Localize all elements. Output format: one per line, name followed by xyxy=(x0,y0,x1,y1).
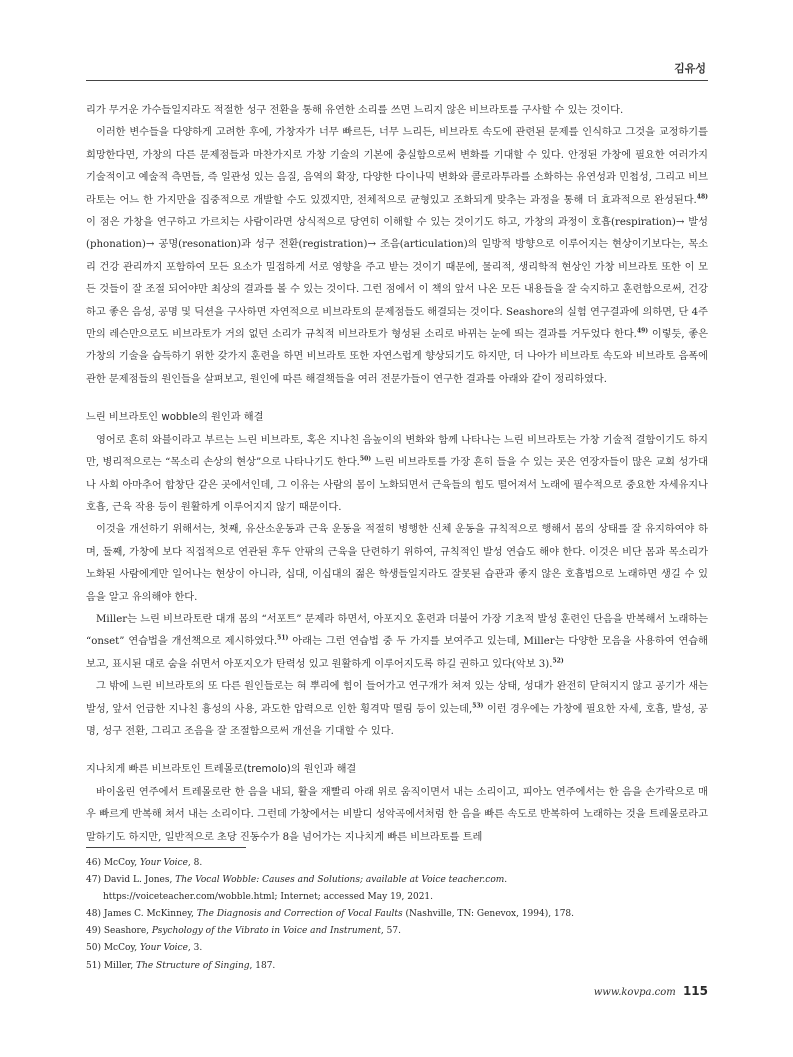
paragraph-text: 아래는 그런 연습법 중 두 가지를 보여주고 있는데, Miller는 다양한 모음을 사용하여 연습해 보고, 표시된 대로 숨을 쉬면서 아포지오가 탄력성 있고 원활하게 이루어지도록 하길 권하고 있다(악보 3). xyxy=(86,636,708,670)
running-header-author: 김유성 xyxy=(674,62,706,75)
paragraph-text: 이렇듯, 좋은 가창의 기술을 습득하기 위한 갖가지 훈련을 하면 비브라토 또한 자연스럽게 향상되기도 하지만, 더 나아가 비브라토 속도와 비브라토 음폭에 관한 문제점들의 원인들을 살펴보고, 원인에 따른 해결책들을 여러 전문가들이 연구한 결과를 아래와 같이 정리하였다. xyxy=(86,329,709,385)
paragraph-text: Miller는 느린 비브라토란 대개 몸의 “서포트” 문제라 하면서, 아포지오 훈련과 더불어 가장 기초적 발성 훈련인 단음을 반복해서 노래하는 “onset” 연습법을 개선책으로 제시하였다. xyxy=(86,613,708,648)
paragraph-text: 느린 비브라토를 가장 흔히 들을 수 있는 곳은 연장자들이 많은 교회 성가대나 사회 아마추어 합창단 같은 곳에서인데, 그 이유는 사람의 몸이 노화되면서 근육들의 힘도 떨어져서 노래에 필수적으로 중요한 자세유지나 호흡, 근육 작용 등이 원활하게 이루어지지 않기 때문이다. xyxy=(86,457,708,513)
paragraph-text: 영어로 흔히 와블이라고 부르는 느린 비브라토, 혹은 지나친 음높이의 변화와 함께 나타나는 느린 비브라토는 가창 기술적 결함이기도 하지만, 병리적으로는 “목소리 손상의 현상”으로 나타나기도 한다. xyxy=(86,434,708,469)
footnote-ref[interactable]: 48) xyxy=(696,193,708,201)
footer-url[interactable]: www.kovpa.com xyxy=(593,987,676,998)
paragraph-text: 이 점은 가창을 연구하고 가르치는 사람이라면 상식적으로 당연히 이해할 수 있는 것이기도 하고, 가창의 과정이 호흡(respiration)→ 발성(phonation)→ 공명(resonation)과 성구 전환(registration)→ 조음(articulation)의 일방적 방향으로 이루어지는 현상이기보다는, 목소리 건강 관리까지 포함하여 모든 요소가 밀접하게 서로 영향을 주고 받는 것이기 때문에, 물리적, 생리학적 현상인 가창 비브라토 또한 이 모든 것들이 잘 조절 되어야만 최상의 결과를 볼 수 있는 것이다. 그런 점에서 이 책의 앞서 나온 모든 내용들을 잘 숙지하고 훈련함으로써, 건강하고 좋은 음성, 공명 및 딕션을 구사하면 자연적으로 비브라토의 문제점들도 해결되는 것이다. Seashore의 실험 연구결과에 의하면, 단 4주만의 레슨만으로도 비브라토가 거의 없던 소리가 규칙적 비브라토가 형성된 소리로 바뀌는 눈에 띄는 결과를 거두었다 한다. xyxy=(86,217,708,341)
footnote: 51) Miller, The Structure of Singing, 187. xyxy=(86,960,276,971)
section-heading: 지나치게 빠른 비브라토인 트레몰로(tremolo)의 원인과 해결 xyxy=(86,764,357,776)
paragraph-text: 이것을 개선하기 위해서는, 첫째, 유산소운동과 근육 운동을 적절히 병행한 신체 운동을 규칙적으로 행해서 몸의 상태를 잘 유지하여야 하며, 둘째, 가창에 보다 직접적으로 연관된 후두 안팎의 근육을 단련하기 위하여, 규칙적인 발성 연습도 해야 한다. 이것은 비단 몸과 목소리가 노화된 사람에게만 일어나는 현상이 아니라, 십대, 이십대의 젊은 학생들일지라도 잘못된 습관과 좋지 않은 호흡법으로 노래하면 생길 수 있음을 알고 유의해야 한다. xyxy=(86,524,709,603)
footnote: 50) McCoy, Your Voice, 3. xyxy=(86,943,203,954)
footnote: 48) James C. McKinney, The Diagnosis and Correction of Vocal Faults (Nashville, TN: Genevox, 1994), 178. xyxy=(86,909,575,920)
header-rule xyxy=(86,80,708,81)
footnote-ref[interactable]: 49) xyxy=(636,327,649,335)
footnote: 49) Seashore, Psychology of the Vibrato in Voice and Instrument, 57. xyxy=(86,926,401,937)
paragraph xyxy=(86,519,708,609)
footnote: 46) McCoy, Your Voice, 8. xyxy=(86,858,203,868)
footnote-ref[interactable]: 53) xyxy=(472,702,484,710)
paragraph xyxy=(86,122,708,391)
paragraph xyxy=(86,609,708,676)
paragraph-text: 바이올린 연주에서 트레몰로란 한 음을 내되, 활을 재빨리 아래 위로 움직이면서 내는 소리이고, 피아노 연주에서는 한 음을 손가락으로 매우 빠르게 반복해 쳐서 내는 소리이다. 그런데 가창에서는 비발디 성악곡에서처럼 한 음을 빠른 속도로 반복하여 노래하는 것을 트레몰로라고 말하기도 하지만, 일반적으로 초당 진동수가 8을 넘어가는 지나치게 빠른 비브라토를 트레 xyxy=(86,786,708,843)
paragraph-text: 그 밖에 느린 비브라토의 또 다른 원인들로는 혀 뿌리에 힘이 들어가고 연구개가 쳐져 있는 상태, 성대가 완전히 닫혀지지 않고 공기가 새는 발성, 앞서 언급한 지나친 흉성의 사용, 과도한 압력으로 인한 횡격막 떨림 등이 있는데, xyxy=(86,681,708,715)
paragraph xyxy=(86,430,708,520)
page-number: 115 xyxy=(682,984,708,998)
footnote-url[interactable]: https://voiceteacher.com/wobble.html; Internet; accessed May 19, 2021. xyxy=(103,892,434,903)
paragraph-text: 이런 경우에는 가창에 필요한 자세, 호흡, 발성, 공명, 성구 전환, 그리고 조음을 잘 조절함으로써 개선을 기대할 수 있다. xyxy=(86,703,708,737)
section-heading: 느린 비브라토인 wobble의 원인과 해결 xyxy=(86,412,264,424)
paragraph xyxy=(86,100,708,122)
paragraph xyxy=(86,676,708,743)
paragraph-text: 리가 무거운 가수들일지라도 적절한 성구 전환을 통해 유연한 소리를 쓰면 느리지 않은 비브라토를 구사할 수 있는 것이다. xyxy=(86,105,624,116)
footnote-rule xyxy=(86,847,246,848)
footnote: 47) David L. Jones, The Vocal Wobble: Causes and Solutions; available at Voice teacher.com. xyxy=(86,875,508,886)
page-footer xyxy=(594,984,708,998)
footnote-ref[interactable]: 51) xyxy=(277,634,289,642)
footnotes xyxy=(86,855,708,975)
paragraph xyxy=(86,782,708,849)
footnote-ref[interactable]: 50) xyxy=(359,455,372,463)
paragraph-text: 이러한 변수들을 다양하게 고려한 후에, 가창자가 너무 빠르든, 너무 느리든, 비브라토 속도에 관련된 문제를 인식하고 그것을 교정하기를 희망한다면, 가창의 다른 문제점들과 마찬가지로 가창 기술의 기본에 충실함으로써 변화를 기대할 수 있다. 안정된 가창에 필요한 여러가지 기술적이고 예술적 측면들, 즉 일관성 있는 음질, 음역의 확장, 다양한 다이나믹 변화와 콜로라투라를 소화하는 유연성과 민첩성, 그리고 비브라토는 어느 한 가지만을 집중적으로 개발할 수도 있겠지만, 전체적으로 균형있고 조화되게 맞추는 과정을 통해 더 효과적으로 완성된다. xyxy=(86,127,708,206)
footnote-ref[interactable]: 52) xyxy=(552,657,564,665)
main-text xyxy=(86,100,708,849)
